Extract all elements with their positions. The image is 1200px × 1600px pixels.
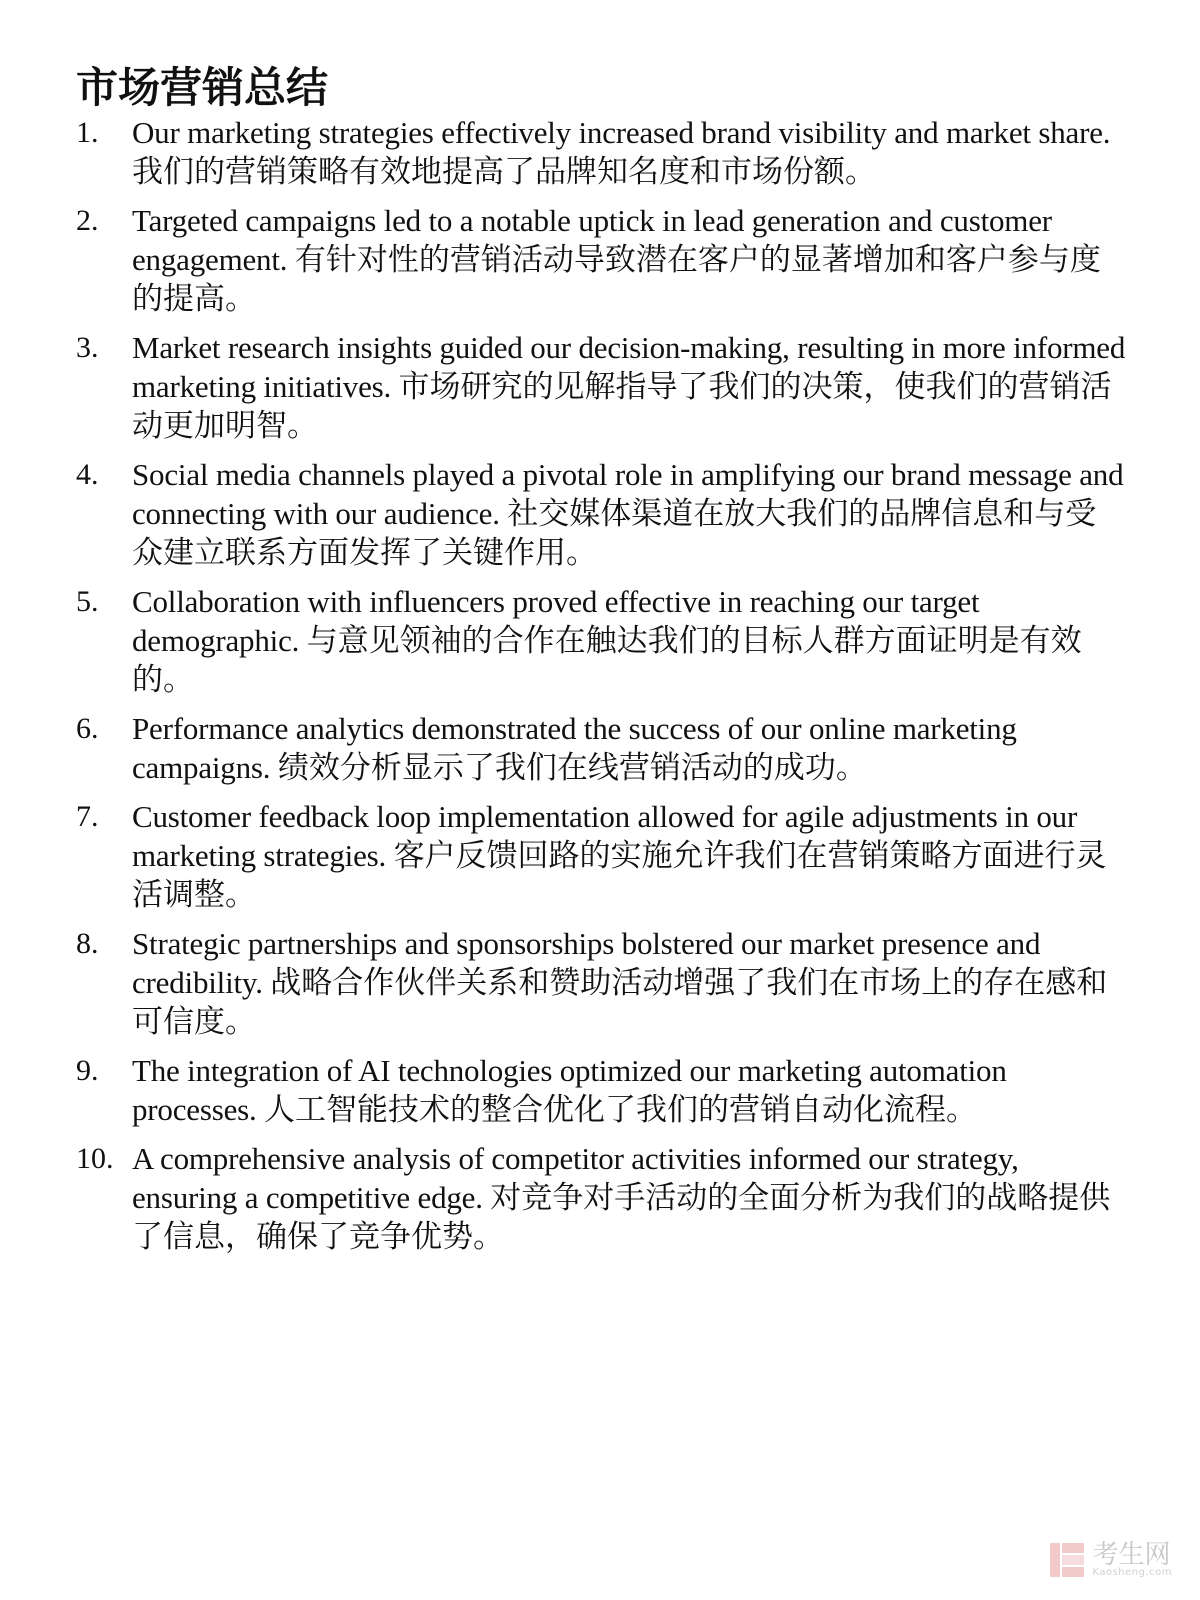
item-english-text: Strategic partnerships and sponsorships bolstered our market presence and credibility. xyxy=(132,926,1041,1000)
list-item xyxy=(76,456,1126,573)
list-item xyxy=(76,114,1126,192)
item-number: 2. xyxy=(76,204,99,237)
page-title: 市场营销总结 xyxy=(76,63,329,112)
item-number: 9. xyxy=(76,1054,99,1087)
list-item xyxy=(76,710,1126,788)
item-english-text: A comprehensive analysis of competitor activities informed our strategy, ensuring a competitive edge. xyxy=(132,1141,1019,1215)
item-chinese-text: 客户反馈回路的实施允许我们在营销策略方面进行灵活调整。 xyxy=(132,838,1107,913)
item-chinese-text: 绩效分析显示了我们在线营销活动的成功。 xyxy=(277,750,867,786)
watermark-cn: 考生网 xyxy=(1092,1540,1171,1570)
list-item xyxy=(76,1140,1126,1257)
item-number: 1. xyxy=(76,116,99,149)
watermark-text xyxy=(1092,1542,1172,1578)
item-english-text: Performance analytics demonstrated the success of our online marketing campaigns. xyxy=(132,711,1017,785)
kaosheng-logo-icon xyxy=(1050,1543,1084,1577)
item-english-text: Social media channels played a pivotal role in amplifying our brand message and connecting with our audience. xyxy=(132,457,1124,531)
watermark xyxy=(1050,1542,1172,1578)
list-item xyxy=(76,798,1126,915)
item-chinese-text: 市场研究的见解指导了我们的决策，使我们的营销活动更加明智。 xyxy=(132,369,1112,444)
watermark-en: Kaosheng.com xyxy=(1092,1567,1172,1578)
item-number: 5. xyxy=(76,585,99,618)
item-number: 7. xyxy=(76,800,99,833)
item-english-text: Collaboration with influencers proved effective in reaching our target demographic. xyxy=(132,584,980,658)
item-number: 8. xyxy=(76,927,99,960)
list-item xyxy=(76,1052,1126,1130)
item-chinese-text: 与意见领袖的合作在触达我们的目标人群方面证明是有效的。 xyxy=(132,623,1082,698)
item-chinese-text: 社交媒体渠道在放大我们的品牌信息和与受众建立联系方面发挥了关键作用。 xyxy=(132,496,1097,571)
list-item xyxy=(76,583,1126,700)
item-english-text: Targeted campaigns led to a notable uptick in lead generation and customer engagement. xyxy=(132,203,1052,277)
item-number: 3. xyxy=(76,331,99,364)
item-english-text: The integration of AI technologies optimized our marketing automation processes. xyxy=(132,1053,1007,1127)
list-item xyxy=(76,202,1126,319)
item-english-text: Customer feedback loop implementation allowed for agile adjustments in our marketing strategies. xyxy=(132,799,1078,873)
summary-list xyxy=(76,114,1126,1267)
item-number: 10. xyxy=(76,1142,114,1175)
item-chinese-text: 人工智能技术的整合优化了我们的营销自动化流程。 xyxy=(264,1092,978,1128)
item-chinese-text: 我们的营销策略有效地提高了品牌知名度和市场份额。 xyxy=(132,154,876,190)
item-english-text: Our marketing strategies effectively increased brand visibility and market share. xyxy=(132,115,1111,150)
list-item xyxy=(76,925,1126,1042)
item-chinese-text: 有针对性的营销活动导致潜在客户的显著增加和客户参与度的提高。 xyxy=(132,242,1101,317)
item-number: 4. xyxy=(76,458,99,491)
item-chinese-text: 对竞争对手活动的全面分析为我们的战略提供了信息，确保了竞争优势。 xyxy=(132,1180,1111,1255)
item-number: 6. xyxy=(76,712,99,745)
list-item xyxy=(76,329,1126,446)
item-english-text: Market research insights guided our decision-making, resulting in more informed marketing initiatives. xyxy=(132,330,1126,404)
item-chinese-text: 战略合作伙伴关系和赞助活动增强了我们在市场上的存在感和可信度。 xyxy=(132,965,1108,1040)
